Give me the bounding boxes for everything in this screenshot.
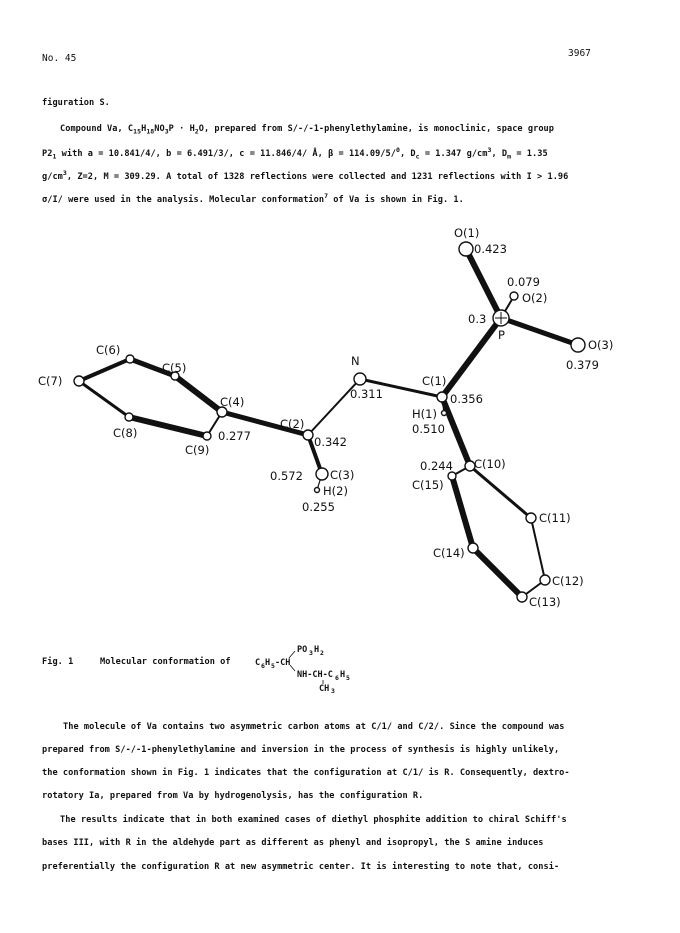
value-n: 0.311 (350, 387, 383, 401)
bond-c7-c6 (79, 359, 130, 381)
atom-c2 (303, 430, 313, 440)
value-o2: 0.079 (507, 275, 540, 289)
atom-c9 (203, 432, 211, 440)
svg-text:H: H (265, 658, 271, 668)
para1-line4: σ/I/ were used in the analysis. Molecular conformation$^7$ of Va is shown in Fig. 1. (42, 192, 464, 205)
svg-text:NH-CH-C: NH-CH-C (297, 670, 333, 680)
label-c4: C(4) (220, 395, 245, 409)
bond-c8-c7 (79, 381, 129, 417)
svg-text:6: 6 (261, 662, 265, 670)
atom-o3 (571, 338, 585, 352)
label-c13: C(13) (529, 595, 561, 609)
svg-text:H: H (314, 645, 320, 655)
bond-c11-c12 (531, 518, 545, 580)
value-c1: 0.356 (450, 392, 483, 406)
para1-line2: $P2_1$ with a = 10.841/4/, b = 6.491/3/, c = 11.846/4/ Å, β = 114.09/5/$^0$, $D_c = 1.347$ $g/cm^3$, $D_m = 1.35$ (42, 146, 548, 161)
label-c10: C(10) (474, 457, 506, 471)
atom-c12 (540, 575, 550, 585)
atom-c8 (125, 413, 133, 421)
value-c15: 0.244 (420, 459, 453, 473)
molecular-conformation-figure (0, 215, 680, 615)
svg-text:5: 5 (271, 662, 275, 670)
value-h2: 0.255 (302, 500, 335, 514)
label-c5: C(5) (162, 361, 187, 375)
bond-c14-c15 (452, 476, 473, 548)
value-p: 0.3 (468, 312, 487, 326)
value-c4: 0.277 (218, 429, 251, 443)
atom-c14 (468, 543, 478, 553)
figure-caption-text: Molecular conformation of (100, 657, 231, 667)
bond-c1-p (442, 318, 501, 397)
para3-line3: preferentially the configuration R at new asymmetric center. It is interesting to note that, consi- (42, 862, 560, 872)
para2-line1: The molecule of Va contains two asymmetric carbon atoms at C/1/ and C/2/. Since the compound was (63, 722, 565, 732)
page-number-right: 3967 (568, 48, 591, 59)
atom-c3 (316, 468, 328, 480)
value-c2: 0.342 (314, 435, 347, 449)
atom-c7 (74, 376, 84, 386)
label-c9: C(9) (185, 443, 210, 457)
label-c2: C(2) (280, 417, 305, 431)
atom-c15 (448, 472, 456, 480)
label-c6: C(6) (96, 343, 121, 357)
bond-c10-c11 (470, 466, 531, 518)
svg-text:C: C (255, 658, 261, 668)
label-o3: O(3) (588, 338, 614, 352)
atom-n (354, 373, 366, 385)
para3-line2: bases III, with R in the aldehyde part as different as phenyl and isopropyl, the S amine induces (42, 838, 544, 848)
svg-text:5: 5 (346, 674, 350, 682)
bond-c9-c8 (129, 417, 207, 436)
value-c3: 0.572 (270, 469, 303, 483)
para2-line2: prepared from S/-/-1-phenylethylamine and inversion in the process of synthesis is highly unlikely, (42, 745, 560, 755)
bond-c13-c14 (473, 548, 522, 597)
svg-text:PO: PO (297, 645, 308, 655)
para3-line1: The results indicate that in both examined cases of diethyl phosphite addition to chiral Schiff's (60, 815, 567, 825)
label-c7: C(7) (38, 374, 63, 388)
label-c3: C(3) (330, 468, 355, 482)
bond-c5-c4 (175, 376, 222, 412)
atom-c11 (526, 513, 536, 523)
caption-structural-formula (255, 643, 415, 693)
label-p: P (498, 328, 505, 342)
intro-line: figuration S. (42, 98, 110, 108)
svg-text:H: H (340, 670, 346, 680)
bond-p-o1 (466, 249, 501, 318)
label-c14: C(14) (433, 546, 465, 560)
para2-line4: rotatory Ia, prepared from Va by hydrogenolysis, has the configuration R. (42, 791, 424, 801)
atom-c1 (437, 392, 447, 402)
atom-o1 (459, 242, 473, 256)
bond-p-o3 (501, 318, 578, 345)
para1-line3: $g/cm^3$, Z=2, M = 309.29. A total of 1328 reflections were collected and 1231 reflections with I > 1.96 (42, 169, 569, 182)
atom-o2 (510, 292, 518, 300)
svg-text:-CH: -CH (275, 658, 291, 668)
svg-text:3: 3 (331, 687, 335, 693)
label-h2: H(2) (323, 484, 348, 498)
value-h1: 0.510 (412, 422, 445, 436)
label-c15: C(15) (412, 478, 444, 492)
figure-caption-label: Fig. 1 (42, 657, 74, 667)
label-o2: O(2) (522, 291, 548, 305)
atom-h2 (315, 488, 320, 493)
svg-text:CH: CH (319, 684, 330, 693)
bond-c1-c10 (442, 397, 470, 466)
label-h1: H(1) (412, 407, 437, 421)
atom-h1 (442, 411, 447, 416)
page-number-left: No. 45 (42, 53, 77, 64)
label-c1: C(1) (422, 374, 447, 388)
value-o3: 0.379 (566, 358, 599, 372)
value-o1: 0.423 (474, 242, 507, 256)
label-c12: C(12) (552, 574, 584, 588)
svg-text:6: 6 (335, 674, 339, 682)
para2-line3: the conformation shown in Fig. 1 indicates that the configuration at C/1/ is R. Consequently, dextro- (42, 768, 570, 778)
svg-text:2: 2 (320, 649, 324, 657)
label-n: N (351, 354, 360, 368)
label-c11: C(11) (539, 511, 571, 525)
svg-text:3: 3 (309, 649, 313, 657)
label-c8: C(8) (113, 426, 138, 440)
para1-line1: Compound Va, $C_{15}H_{18}NO_3P \cdot H_2O$, prepared from S/-/-1-phenylethylamine, is monoclinic, space group (60, 124, 554, 136)
atom-c6 (126, 355, 134, 363)
atom-c13 (517, 592, 527, 602)
label-o1: O(1) (454, 226, 480, 240)
